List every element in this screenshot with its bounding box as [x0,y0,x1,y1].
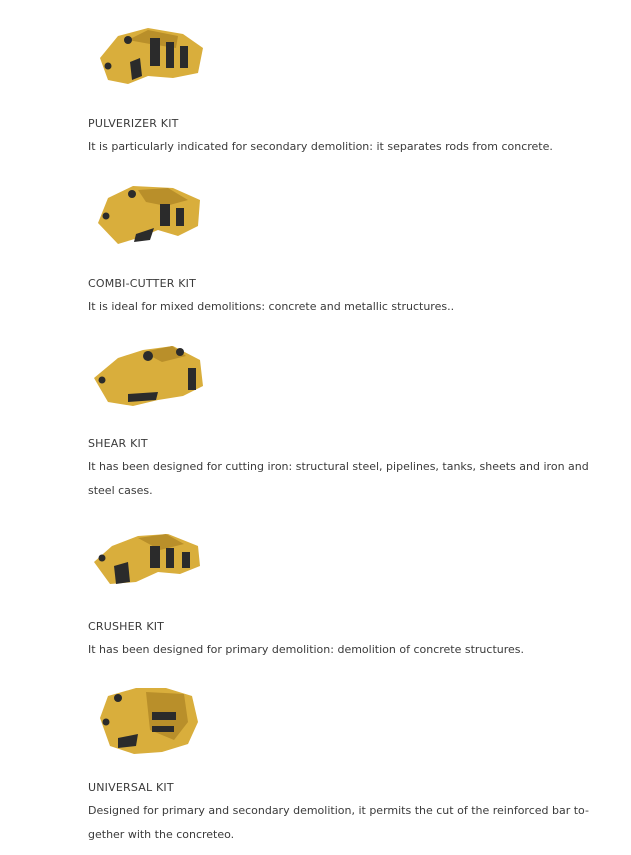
kit-universal [88,682,618,852]
kit-description: It is ideal for mixed demolitions: concrete and metallic structures.. [88,300,455,313]
kit-title: UNIVERSAL KIT [88,781,174,794]
kit-title: COMBI-CUTTER KIT [88,277,197,290]
kit-description: It is particularly indicated for secondary demolition: it separates rods from concrete. [88,140,553,153]
shear-attachment-icon [88,338,208,418]
kit-pulverizer [88,18,618,158]
kit-title: PULVERIZER KIT [88,117,179,130]
kit-description: It has been designed for primary demolition: demolition of concrete structures. [88,643,525,656]
kit-title: CRUSHER KIT [88,620,165,633]
pulverizer-attachment-icon [88,18,208,98]
kit-title: SHEAR KIT [88,437,148,450]
combi-cutter-attachment-icon [88,178,208,258]
kit-crusher [88,522,618,662]
kit-combi-cutter [88,178,618,318]
universal-attachment-icon [88,682,208,762]
kit-description: It has been designed for cutting iron: structural steel, pipelines, tanks, sheets and iron and steel cases. [88,460,589,497]
crusher-attachment-icon [88,522,208,602]
kit-shear [88,338,618,508]
kit-description: Designed for primary and secondary demolition, it permits the cut of the reinforced bar to-gether with the concreteo. [88,804,589,841]
